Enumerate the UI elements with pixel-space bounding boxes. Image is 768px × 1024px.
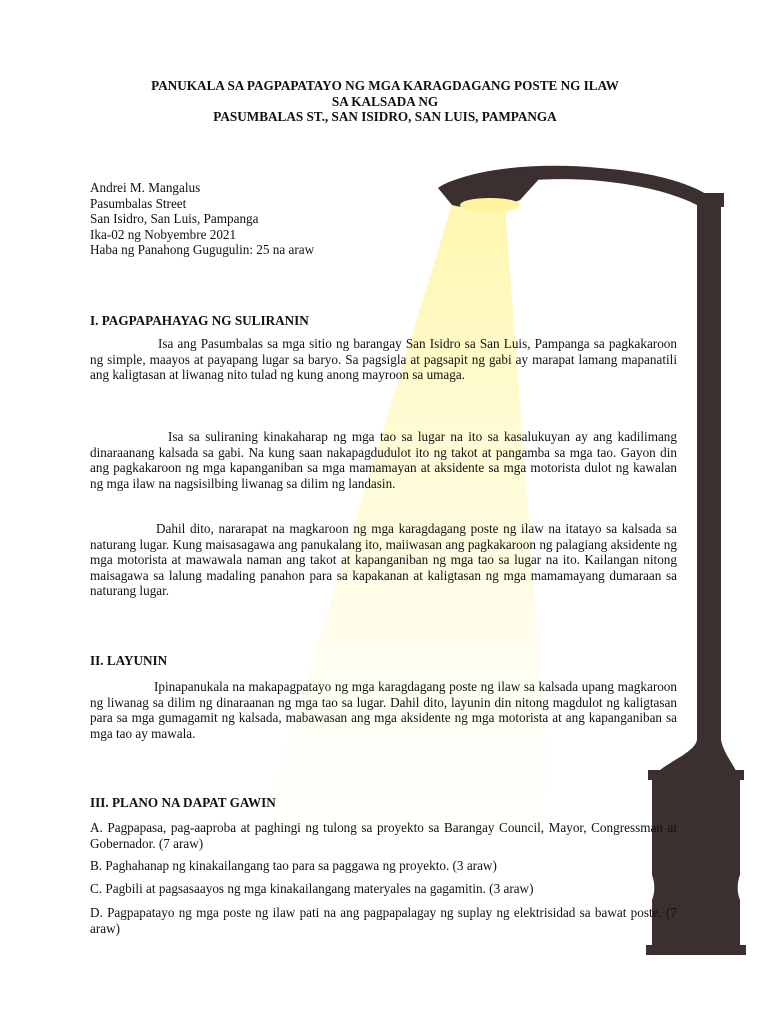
section-1-paragraph-1: Isa ang Pasumbalas sa mga sitio ng barangay San Isidro sa San Luis, Pampanga sa pagkakaroon ng simple, maayos at payapang lugar sa baryo. Sa pagsigla at pagsapit ng gabi ay marapat lamang mapanatili ang kaligtasan at liwanag nito tulad ng kung anong mayroon sa umaga.: [90, 336, 677, 382]
duration: Haba ng Panahong Gugugulin: 25 na araw: [90, 242, 315, 257]
title-line-3: PASUMBALAS ST., SAN ISIDRO, SAN LUIS, PAMPANGA: [213, 109, 557, 124]
author-name: Andrei M. Mangalus: [90, 180, 201, 195]
plan-item-b: B. Paghahanap ng kinakailangang tao para sa paggawa ng proyekto. (3 araw): [90, 858, 497, 873]
section-3-heading: III. PLANO NA DAPAT GAWIN: [90, 795, 276, 810]
city: San Isidro, San Luis, Pampanga: [90, 211, 259, 226]
document-title: [60, 78, 710, 125]
section-2-paragraph: Ipinapanukala na makapagpatayo ng mga karagdagang poste ng ilaw sa kalsada upang magkaroon ng liwanag sa dilim ng dinaraanan ng mga tao sa lugar. Dahil dito, layunin din nitong magdulot ng kaligtasan para sa mga gumagamit ng kalsada, mabawasan ang mga aksidente ng mga motorista at ang kapanganiban sa mga tao ay mawala.: [90, 679, 677, 741]
plan-item-c: C. Pagbili at pagsasaayos ng mga kinakailangang materyales na gagamitin. (3 araw): [90, 881, 534, 896]
section-1-paragraph-3: Dahil dito, nararapat na magkaroon ng mga karagdagang poste ng ilaw na itatayo sa kalsada sa naturang lugar. Kung maisasagawa ang panukalang ito, maiiwasan ang pagkakaroon ng palagiang aksidente ng mga motorista at mawawala naman ang takot at kapanganiban ng mga tao sa lugar na ito. Kailangan nitong maisagawa sa lalung madaling panahon para sa kapakanan at kaligtasan ng mga mamamayang dumaraan sa naturang lugar.: [90, 521, 677, 598]
section-2-heading: II. LAYUNIN: [90, 653, 168, 668]
plan-item-a: A. Pagpapasa, pag-aaproba at paghingi ng tulong sa proyekto sa Barangay Council, Mayor, Congressman at Gobernador. (7 araw): [90, 820, 677, 851]
title-line-1: PANUKALA SA PAGPAPATAYO NG MGA KARAGDAGANG POSTE NG ILAW: [151, 78, 619, 93]
section-1-paragraph-2: Isa sa suliraning kinakaharap ng mga tao sa lugar na ito sa kasalukuyan ay ang kadilimang dinaraanang kalsada sa gabi. Na kung saan nakapagdudulot ito ng takot at pangamba sa mga tao. Gayon din ang pagkakaroon ng mga kapanganiban sa mga mamamayan at aksidente sa mga motorista dulot ng kawalan ng mga ilaw na nagsisilbing liwanag sa dilim ng landasin.: [90, 429, 677, 491]
title-line-2: SA KALSADA NG: [331, 93, 439, 109]
plan-item-d: D. Pagpapatayo ng mga poste ng ilaw pati na ang pagpapalagay ng suplay ng elektrisidad sa bawat poste. (7 araw): [90, 905, 677, 936]
section-1-heading: I. PAGPAPAHAYAG NG SULIRANIN: [90, 313, 309, 328]
street: Pasumbalas Street: [90, 195, 187, 211]
date: Ika-02 ng Nobyembre 2021: [90, 226, 237, 242]
address-block: [90, 180, 314, 258]
